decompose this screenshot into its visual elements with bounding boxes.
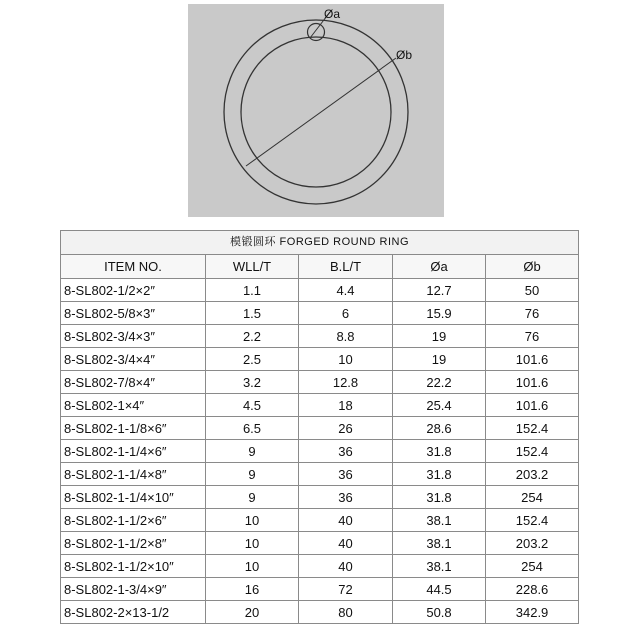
cell-wll: 9 bbox=[206, 463, 299, 486]
table-row bbox=[61, 555, 579, 578]
cell-wll: 2.5 bbox=[206, 348, 299, 371]
cell-wll: 16 bbox=[206, 578, 299, 601]
cell-wll: 10 bbox=[206, 509, 299, 532]
cell-dia-a: 15.9 bbox=[393, 302, 486, 325]
cell-bl: 12.8 bbox=[299, 371, 393, 394]
cell-dia-a: 22.2 bbox=[393, 371, 486, 394]
cell-dia-b: 76 bbox=[486, 302, 579, 325]
cell-dia-a: 31.8 bbox=[393, 463, 486, 486]
cell-dia-a: 44.5 bbox=[393, 578, 486, 601]
table-row bbox=[61, 463, 579, 486]
cell-bl: 26 bbox=[299, 417, 393, 440]
cell-dia-b: 101.6 bbox=[486, 371, 579, 394]
cell-item-no: 8-SL802-1-1/2×8″ bbox=[61, 532, 206, 555]
table-row bbox=[61, 279, 579, 302]
cell-wll: 3.2 bbox=[206, 371, 299, 394]
cell-wll: 1.1 bbox=[206, 279, 299, 302]
cell-dia-a: 25.4 bbox=[393, 394, 486, 417]
cell-bl: 18 bbox=[299, 394, 393, 417]
cell-dia-b: 101.6 bbox=[486, 348, 579, 371]
cell-bl: 4.4 bbox=[299, 279, 393, 302]
cell-dia-b: 50 bbox=[486, 279, 579, 302]
cell-item-no: 8-SL802-1-1/4×8″ bbox=[61, 463, 206, 486]
ring-drawing bbox=[188, 4, 444, 217]
leader-b bbox=[246, 58, 396, 166]
table-row bbox=[61, 325, 579, 348]
cell-dia-a: 50.8 bbox=[393, 601, 486, 624]
cell-wll: 9 bbox=[206, 440, 299, 463]
header-item-no: ITEM NO. bbox=[61, 255, 206, 279]
cell-dia-b: 203.2 bbox=[486, 532, 579, 555]
header-dia-b: Øb bbox=[486, 255, 579, 279]
cell-item-no: 8-SL802-3/4×3″ bbox=[61, 325, 206, 348]
cell-wll: 20 bbox=[206, 601, 299, 624]
cell-item-no: 8-SL802-1-1/2×6″ bbox=[61, 509, 206, 532]
cell-bl: 8.8 bbox=[299, 325, 393, 348]
cell-dia-b: 228.6 bbox=[486, 578, 579, 601]
cell-dia-b: 254 bbox=[486, 555, 579, 578]
table-row bbox=[61, 532, 579, 555]
cell-wll: 6.5 bbox=[206, 417, 299, 440]
cell-bl: 72 bbox=[299, 578, 393, 601]
cell-dia-b: 76 bbox=[486, 325, 579, 348]
table-row bbox=[61, 371, 579, 394]
cell-dia-b: 203.2 bbox=[486, 463, 579, 486]
header-bl: B.L/T bbox=[299, 255, 393, 279]
table-title-row bbox=[61, 231, 579, 255]
cell-bl: 10 bbox=[299, 348, 393, 371]
cell-wll: 4.5 bbox=[206, 394, 299, 417]
cell-bl: 6 bbox=[299, 302, 393, 325]
header-wll: WLL/T bbox=[206, 255, 299, 279]
table-header-row bbox=[61, 255, 579, 279]
cell-bl: 36 bbox=[299, 486, 393, 509]
table-row bbox=[61, 509, 579, 532]
cell-dia-b: 101.6 bbox=[486, 394, 579, 417]
cell-item-no: 8-SL802-3/4×4″ bbox=[61, 348, 206, 371]
header-dia-a: Øa bbox=[393, 255, 486, 279]
cell-wll: 1.5 bbox=[206, 302, 299, 325]
ring-diagram bbox=[188, 4, 444, 217]
cell-item-no: 8-SL802-1-1/4×6″ bbox=[61, 440, 206, 463]
cell-dia-b: 342.9 bbox=[486, 601, 579, 624]
cell-dia-a: 31.8 bbox=[393, 486, 486, 509]
cell-dia-a: 31.8 bbox=[393, 440, 486, 463]
cell-dia-a: 19 bbox=[393, 325, 486, 348]
cell-dia-b: 254 bbox=[486, 486, 579, 509]
inner-circle bbox=[241, 37, 391, 187]
cell-dia-a: 28.6 bbox=[393, 417, 486, 440]
cell-item-no: 8-SL802-1-1/2×10″ bbox=[61, 555, 206, 578]
spec-table bbox=[60, 230, 579, 624]
cell-item-no: 8-SL802-1×4″ bbox=[61, 394, 206, 417]
cell-bl: 80 bbox=[299, 601, 393, 624]
cell-dia-b: 152.4 bbox=[486, 440, 579, 463]
cell-item-no: 8-SL802-1-3/4×9″ bbox=[61, 578, 206, 601]
cell-bl: 36 bbox=[299, 463, 393, 486]
table-row bbox=[61, 440, 579, 463]
label-b: Øb bbox=[396, 48, 413, 62]
outer-circle bbox=[224, 20, 408, 204]
cell-item-no: 8-SL802-1-1/8×6″ bbox=[61, 417, 206, 440]
table-row bbox=[61, 417, 579, 440]
table-title: 模锻圆环 FORGED ROUND RING bbox=[61, 231, 579, 255]
cell-bl: 40 bbox=[299, 509, 393, 532]
cell-wll: 10 bbox=[206, 532, 299, 555]
cell-wll: 10 bbox=[206, 555, 299, 578]
table-row bbox=[61, 394, 579, 417]
cell-bl: 36 bbox=[299, 440, 393, 463]
table-row bbox=[61, 601, 579, 624]
cell-item-no: 8-SL802-1-1/4×10″ bbox=[61, 486, 206, 509]
table-row bbox=[61, 578, 579, 601]
cell-wll: 2.2 bbox=[206, 325, 299, 348]
cell-dia-a: 38.1 bbox=[393, 555, 486, 578]
cell-bl: 40 bbox=[299, 555, 393, 578]
cell-wll: 9 bbox=[206, 486, 299, 509]
cell-item-no: 8-SL802-5/8×3″ bbox=[61, 302, 206, 325]
cell-dia-a: 12.7 bbox=[393, 279, 486, 302]
cell-dia-a: 38.1 bbox=[393, 532, 486, 555]
cell-item-no: 8-SL802-7/8×4″ bbox=[61, 371, 206, 394]
cell-dia-b: 152.4 bbox=[486, 417, 579, 440]
table-row bbox=[61, 348, 579, 371]
cell-dia-a: 38.1 bbox=[393, 509, 486, 532]
cell-item-no: 8-SL802-1/2×2″ bbox=[61, 279, 206, 302]
cell-bl: 40 bbox=[299, 532, 393, 555]
label-a: Øa bbox=[324, 7, 341, 21]
table-row bbox=[61, 486, 579, 509]
cell-item-no: 8-SL802-2×13-1/2 bbox=[61, 601, 206, 624]
cell-dia-a: 19 bbox=[393, 348, 486, 371]
cell-dia-b: 152.4 bbox=[486, 509, 579, 532]
table-row bbox=[61, 302, 579, 325]
